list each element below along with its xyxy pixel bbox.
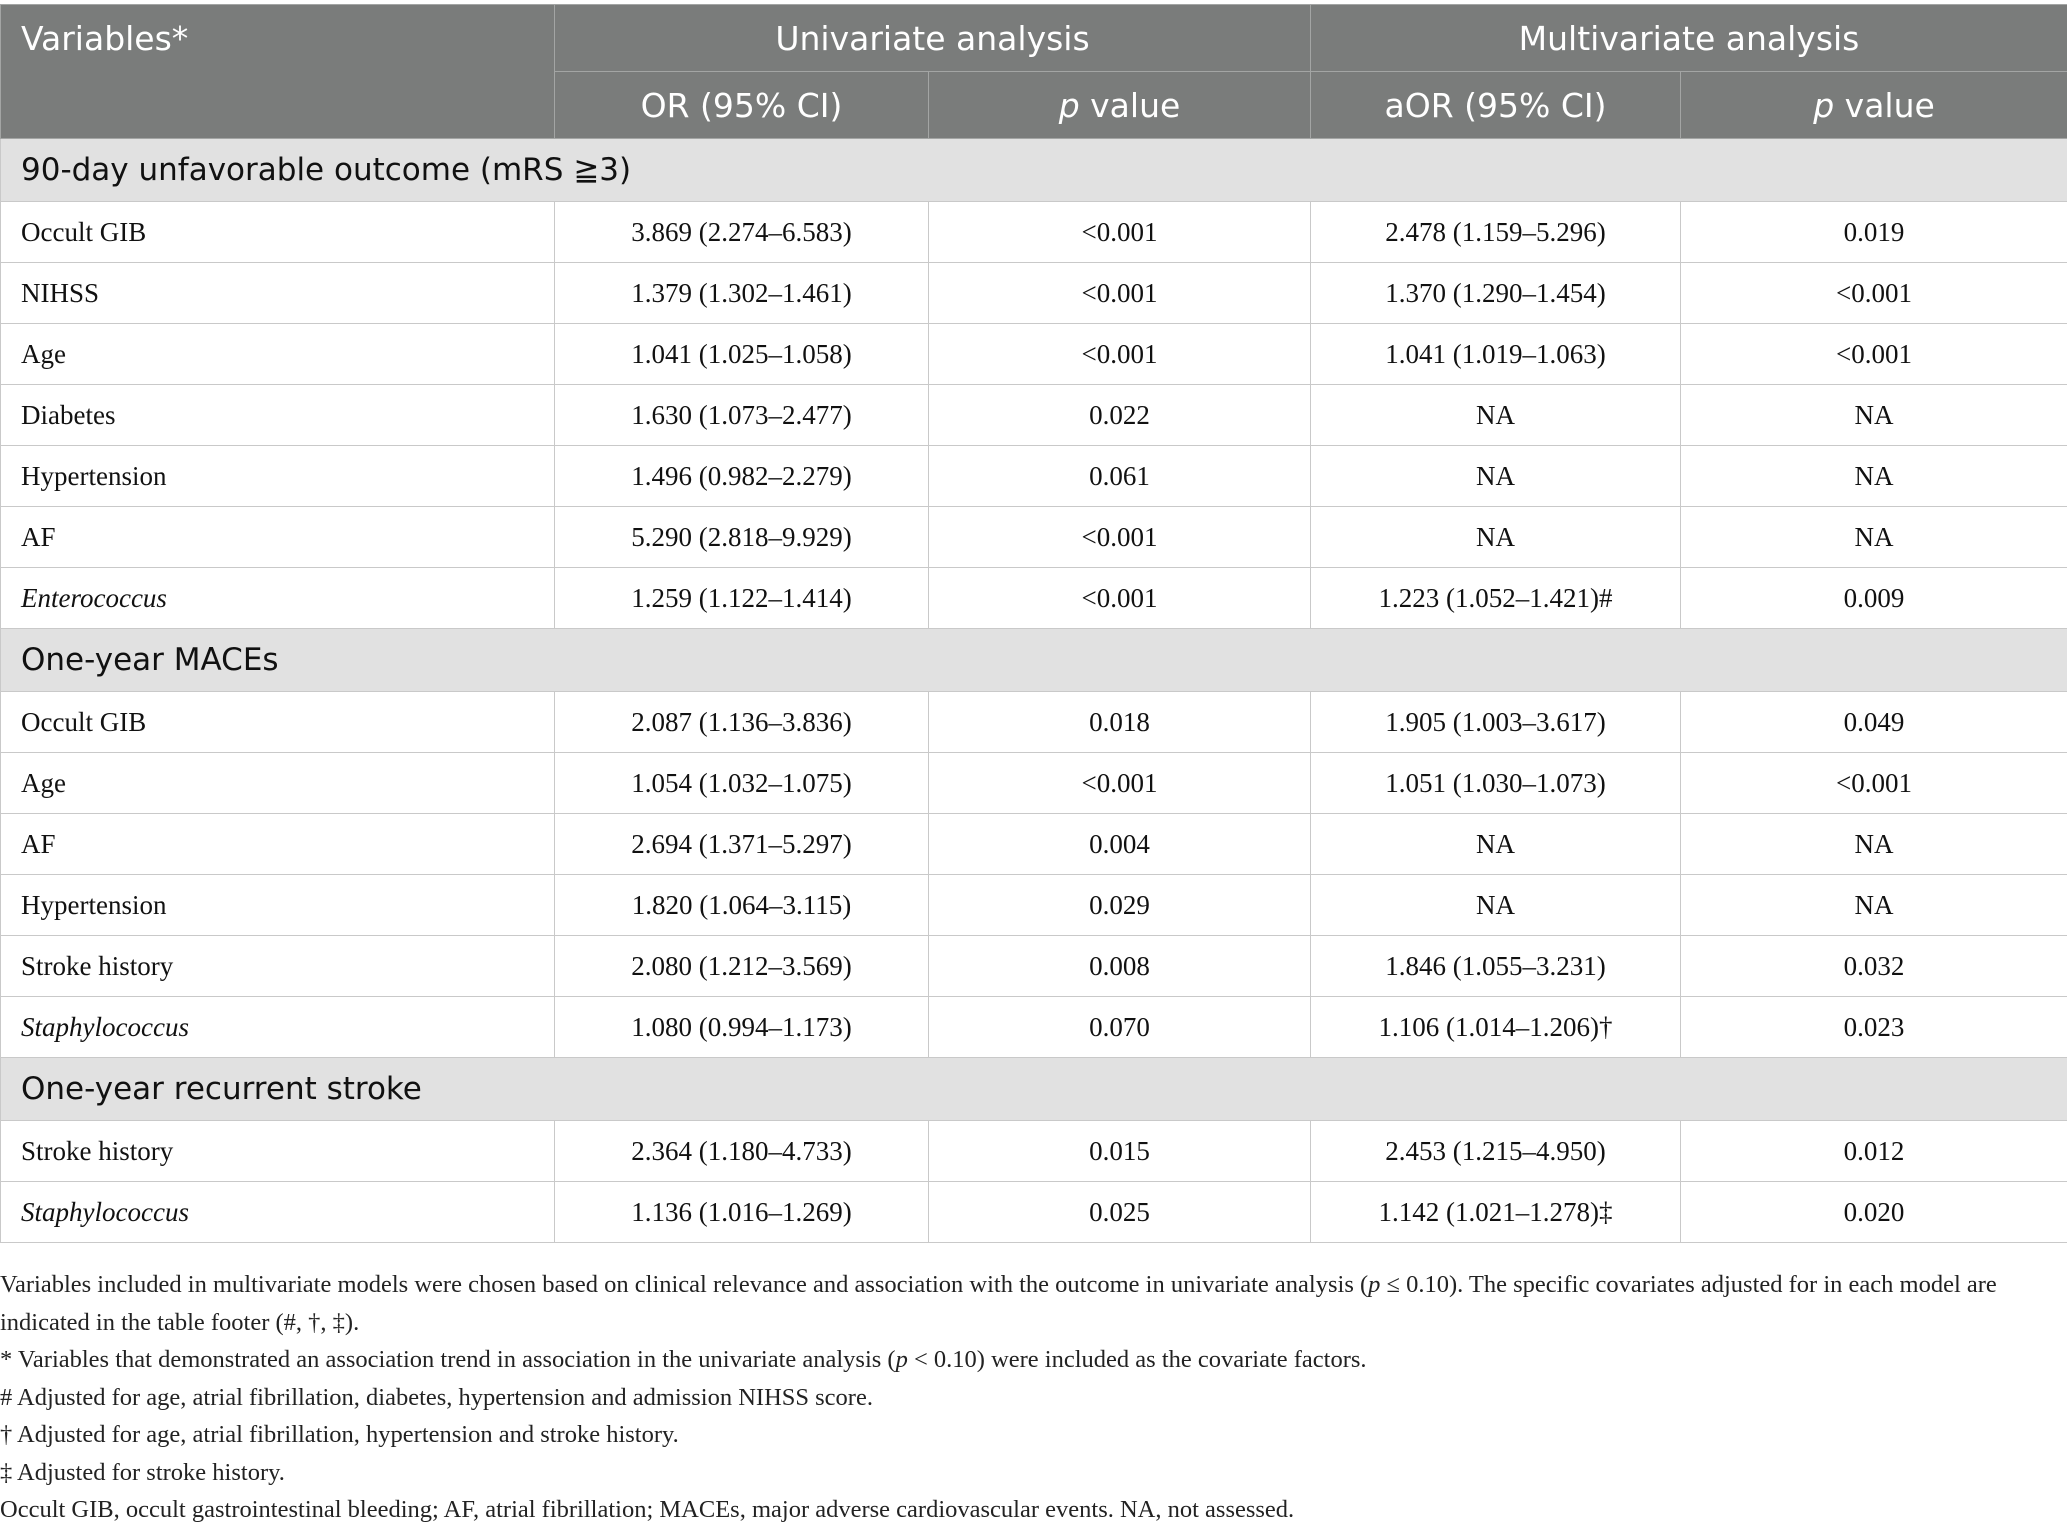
p-value-cell: 0.004 bbox=[929, 814, 1311, 875]
variable-cell: Staphylococcus bbox=[1, 1182, 555, 1243]
footnote-star bbox=[0, 1341, 2067, 1379]
variable-cell: Staphylococcus bbox=[1, 997, 555, 1058]
p-value-cell: <0.001 bbox=[929, 568, 1311, 629]
aor-ci-cell: 1.223 (1.052–1.421)# bbox=[1311, 568, 1681, 629]
footnote-text: * Variables that demonstrated an association trend in association in the univariate analysis ( bbox=[0, 1346, 896, 1373]
variable-cell: Stroke history bbox=[1, 936, 555, 997]
table-row bbox=[1, 692, 2067, 753]
or-ci-cell: 1.630 (1.073–2.477) bbox=[555, 385, 929, 446]
adjusted-p-value-cell: NA bbox=[1681, 446, 2067, 507]
variable-cell: Age bbox=[1, 324, 555, 385]
or-ci-cell: 3.869 (2.274–6.583) bbox=[555, 202, 929, 263]
table-row bbox=[1, 568, 2067, 629]
p-value-cell: 0.070 bbox=[929, 997, 1311, 1058]
or-ci-cell: 2.087 (1.136–3.836) bbox=[555, 692, 929, 753]
footnote-text: Variables included in multivariate models were chosen based on clinical relevance and association with the outcome in univariate analysis ( bbox=[0, 1271, 1369, 1298]
or-ci-cell: 1.054 (1.032–1.075) bbox=[555, 753, 929, 814]
variable-cell: AF bbox=[1, 814, 555, 875]
variable-cell: Hypertension bbox=[1, 875, 555, 936]
variable-cell: NIHSS bbox=[1, 263, 555, 324]
variable-cell: Diabetes bbox=[1, 385, 555, 446]
aor-ci-cell: 1.846 (1.055–3.231) bbox=[1311, 936, 1681, 997]
aor-ci-cell: 1.142 (1.021–1.278)‡ bbox=[1311, 1182, 1681, 1243]
p-value-cell: <0.001 bbox=[929, 324, 1311, 385]
table-row bbox=[1, 385, 2067, 446]
or-ci-cell: 1.080 (0.994–1.173) bbox=[555, 997, 929, 1058]
section-title: One-year recurrent stroke bbox=[1, 1058, 2067, 1121]
table-footnotes bbox=[0, 1266, 2067, 1529]
p-value-word: value bbox=[1844, 85, 1935, 125]
p-value-cell: <0.001 bbox=[929, 507, 1311, 568]
table-row bbox=[1, 875, 2067, 936]
aor-ci-cell: NA bbox=[1311, 385, 1681, 446]
or-ci-cell: 1.136 (1.016–1.269) bbox=[555, 1182, 929, 1243]
aor-ci-cell: NA bbox=[1311, 446, 1681, 507]
adjusted-p-value-cell: 0.019 bbox=[1681, 202, 2067, 263]
adjusted-p-value-cell: 0.020 bbox=[1681, 1182, 2067, 1243]
aor-ci-cell: 1.905 (1.003–3.617) bbox=[1311, 692, 1681, 753]
or-ci-cell: 2.080 (1.212–3.569) bbox=[555, 936, 929, 997]
section-title: 90-day unfavorable outcome (mRS ≧3) bbox=[1, 139, 2067, 202]
variable-cell: Age bbox=[1, 753, 555, 814]
p-value-cell: 0.025 bbox=[929, 1182, 1311, 1243]
table-row bbox=[1, 1182, 2067, 1243]
or-ci-cell: 1.496 (0.982–2.279) bbox=[555, 446, 929, 507]
footnote-text: < 0.10) were included as the covariate factors. bbox=[907, 1346, 1367, 1373]
aor-ci-cell: 1.370 (1.290–1.454) bbox=[1311, 263, 1681, 324]
p-value-cell: 0.018 bbox=[929, 692, 1311, 753]
footnote-dagger: † Adjusted for age, atrial fibrillation, hypertension and stroke history. bbox=[0, 1421, 679, 1448]
p-value-cell: <0.001 bbox=[929, 263, 1311, 324]
variable-cell: Stroke history bbox=[1, 1121, 555, 1182]
or-ci-cell: 1.041 (1.025–1.058) bbox=[555, 324, 929, 385]
footnote-hash: # Adjusted for age, atrial fibrillation, diabetes, hypertension and admission NIHSS score. bbox=[0, 1383, 873, 1411]
aor-ci-cell: 2.453 (1.215–4.950) bbox=[1311, 1121, 1681, 1182]
aor-ci-cell: NA bbox=[1311, 814, 1681, 875]
multivariate-header: Multivariate analysis bbox=[1311, 5, 2067, 72]
adjusted-p-value-header bbox=[1681, 72, 2067, 139]
p-value-cell: 0.022 bbox=[929, 385, 1311, 446]
section-row bbox=[1, 1058, 2067, 1121]
adjusted-p-value-cell: 0.023 bbox=[1681, 997, 2067, 1058]
table-row bbox=[1, 936, 2067, 997]
header-row-1 bbox=[1, 5, 2067, 72]
adjusted-p-value-cell: 0.032 bbox=[1681, 936, 2067, 997]
aor-ci-header: aOR (95% CI) bbox=[1311, 72, 1681, 139]
variable-cell: Occult GIB bbox=[1, 202, 555, 263]
table-row bbox=[1, 263, 2067, 324]
adjusted-p-value-cell: <0.001 bbox=[1681, 263, 2067, 324]
or-ci-cell: 1.259 (1.122–1.414) bbox=[555, 568, 929, 629]
or-ci-header: OR (95% CI) bbox=[555, 72, 929, 139]
table-body bbox=[1, 139, 2067, 1243]
footnote-p: p bbox=[895, 1346, 908, 1373]
aor-ci-cell: NA bbox=[1311, 507, 1681, 568]
or-ci-cell: 1.820 (1.064–3.115) bbox=[555, 875, 929, 936]
p-symbol: p bbox=[1058, 85, 1080, 125]
p-value-cell: 0.008 bbox=[929, 936, 1311, 997]
or-ci-cell: 1.379 (1.302–1.461) bbox=[555, 263, 929, 324]
p-value-cell: <0.001 bbox=[929, 202, 1311, 263]
p-value-cell: 0.015 bbox=[929, 1121, 1311, 1182]
table-row bbox=[1, 202, 2067, 263]
section-row bbox=[1, 139, 2067, 202]
table-row bbox=[1, 997, 2067, 1058]
adjusted-p-value-cell: <0.001 bbox=[1681, 324, 2067, 385]
footnote-p: p bbox=[1368, 1271, 1381, 1298]
adjusted-p-value-cell: 0.009 bbox=[1681, 568, 2067, 629]
or-ci-cell: 2.694 (1.371–5.297) bbox=[555, 814, 929, 875]
table-row bbox=[1, 446, 2067, 507]
aor-ci-cell: 1.106 (1.014–1.206)† bbox=[1311, 997, 1681, 1058]
table-row bbox=[1, 324, 2067, 385]
variables-header: Variables* bbox=[1, 5, 555, 139]
variable-cell: Enterococcus bbox=[1, 568, 555, 629]
aor-ci-cell: 1.051 (1.030–1.073) bbox=[1311, 753, 1681, 814]
section-row bbox=[1, 629, 2067, 692]
section-title: One-year MACEs bbox=[1, 629, 2067, 692]
p-value-cell: 0.061 bbox=[929, 446, 1311, 507]
adjusted-p-value-cell: NA bbox=[1681, 875, 2067, 936]
table-row bbox=[1, 814, 2067, 875]
p-symbol: p bbox=[1813, 85, 1835, 125]
footnote-double-dagger: ‡ Adjusted for stroke history. bbox=[0, 1458, 285, 1486]
p-value-cell: 0.029 bbox=[929, 875, 1311, 936]
table-row bbox=[1, 753, 2067, 814]
variable-cell: Occult GIB bbox=[1, 692, 555, 753]
footnote-text: ≤ 0.10). The specific covariates adjusted for in each model are indicated in the table footer (#, †, ‡). bbox=[0, 1271, 1997, 1336]
p-value-word: value bbox=[1090, 85, 1181, 125]
aor-ci-cell: 2.478 (1.159–5.296) bbox=[1311, 202, 1681, 263]
footnote-intro bbox=[0, 1266, 2067, 1341]
aor-ci-cell: NA bbox=[1311, 875, 1681, 936]
footnote-abbreviations: Occult GIB, occult gastrointestinal bleeding; AF, atrial fibrillation; MACEs, major adverse cardiovascular events. NA, not assessed. bbox=[0, 1496, 1295, 1523]
univariate-header: Univariate analysis bbox=[555, 5, 1311, 72]
adjusted-p-value-cell: 0.012 bbox=[1681, 1121, 2067, 1182]
adjusted-p-value-cell: <0.001 bbox=[1681, 753, 2067, 814]
variable-cell: AF bbox=[1, 507, 555, 568]
adjusted-p-value-cell: 0.049 bbox=[1681, 692, 2067, 753]
results-table-container bbox=[0, 4, 2067, 1243]
adjusted-p-value-cell: NA bbox=[1681, 507, 2067, 568]
regression-table bbox=[0, 4, 2067, 1243]
p-value-cell: <0.001 bbox=[929, 753, 1311, 814]
or-ci-cell: 5.290 (2.818–9.929) bbox=[555, 507, 929, 568]
p-value-header bbox=[929, 72, 1311, 139]
or-ci-cell: 2.364 (1.180–4.733) bbox=[555, 1121, 929, 1182]
aor-ci-cell: 1.041 (1.019–1.063) bbox=[1311, 324, 1681, 385]
variable-cell: Hypertension bbox=[1, 446, 555, 507]
adjusted-p-value-cell: NA bbox=[1681, 385, 2067, 446]
adjusted-p-value-cell: NA bbox=[1681, 814, 2067, 875]
table-row bbox=[1, 1121, 2067, 1182]
table-row bbox=[1, 507, 2067, 568]
